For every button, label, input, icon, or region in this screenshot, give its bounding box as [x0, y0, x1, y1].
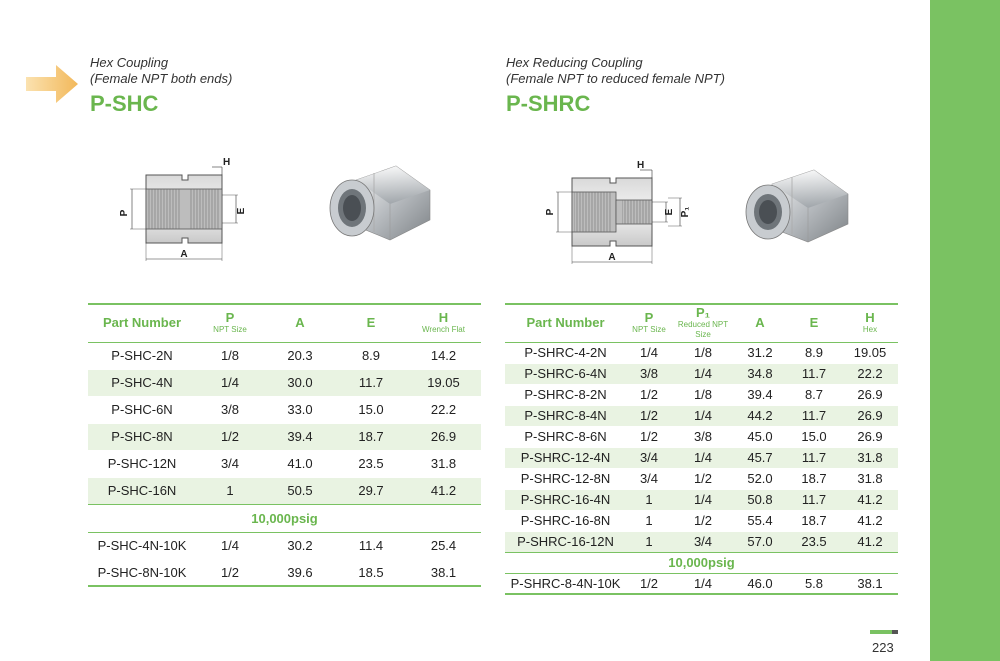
table-row — [505, 531, 898, 552]
table-cell: 26.9 — [857, 387, 883, 402]
right-product-photo — [742, 166, 854, 258]
left-product-code: P-SHC — [90, 91, 159, 116]
pressure-rating-row — [88, 504, 481, 532]
table-cell: P-SHRC-12-8N — [520, 471, 611, 486]
page-number: 223 — [872, 640, 894, 655]
right-subtitle-line2: (Female NPT to reduced female NPT) — [506, 71, 725, 86]
table-cell: 8.9 — [804, 345, 824, 360]
table-cell: 25.4 — [430, 538, 457, 553]
table-cell: 1/2 — [693, 513, 713, 528]
table-cell: 11.7 — [786, 405, 842, 426]
table-cell: 33.0 — [287, 402, 313, 417]
table-cell: 3/8 — [626, 363, 672, 384]
table-cell: P-SHC-4N-10K — [97, 538, 187, 553]
pressure-rating-row — [505, 552, 898, 573]
right-drawing-label-e: E — [664, 208, 675, 216]
table-cell: 23.5 — [358, 456, 384, 471]
table-cell: P-SHRC-16-4N — [505, 489, 626, 510]
table-cell: 1/2 — [220, 564, 240, 580]
table-cell: P-SHC-2N — [111, 348, 173, 363]
table-cell: 41.0 — [287, 456, 313, 471]
table-cell: 41.2 — [406, 477, 481, 504]
table-cell: 3/8 — [220, 402, 240, 417]
table-cell: 11.7 — [786, 447, 842, 468]
table-row — [505, 510, 898, 531]
left-drawing-label-a: A — [180, 249, 188, 260]
table-cell: 38.1 — [430, 564, 457, 580]
table-cell: 30.0 — [264, 369, 336, 396]
table-cell: 3/4 — [626, 447, 672, 468]
table-cell: 1/2 — [196, 423, 264, 450]
table-cell: P-SHC-8N-10K — [97, 564, 187, 580]
table-cell: 29.7 — [336, 477, 406, 504]
table-cell: P-SHC-6N — [111, 402, 173, 417]
table-cell: 1 — [626, 489, 672, 510]
table-cell: 1/4 — [672, 405, 734, 426]
table-cell: P-SHRC-8-4N-10K — [510, 575, 621, 591]
left-subtitle-line2: (Female NPT both ends) — [90, 71, 233, 86]
right-header-p1: P₁ Reduced NPT Size — [677, 305, 729, 340]
right-product-code: P-SHRC — [506, 91, 591, 116]
right-subtitle-line1: Hex Reducing Coupling — [506, 55, 643, 70]
table-cell: 3/4 — [220, 456, 240, 471]
page-number-mark — [870, 630, 898, 634]
green-side-bar — [930, 0, 1000, 661]
table-cell: 1/4 — [693, 575, 713, 591]
right-header-a: A — [755, 315, 765, 331]
table-cell: 41.2 — [842, 531, 898, 552]
table-cell: 1/2 — [639, 387, 659, 402]
pressure-rating-label: 10,000psig — [88, 504, 481, 532]
table-cell: 11.7 — [786, 363, 842, 384]
table-row — [88, 396, 481, 423]
right-header-part-number: Part Number — [526, 315, 605, 331]
table-cell: 57.0 — [734, 531, 786, 552]
table-row — [505, 426, 898, 447]
right-drawing-label-p1: P₁ — [680, 206, 691, 218]
table-row — [88, 423, 481, 450]
table-row — [505, 489, 898, 510]
table-cell: 26.9 — [857, 429, 883, 444]
table-cell: 11.7 — [786, 489, 842, 510]
right-technical-drawing — [540, 156, 700, 268]
right-header-p: P NPT Size — [632, 310, 666, 335]
table-cell: 1 — [626, 531, 672, 552]
left-header-h: H Wrench Flat — [422, 310, 465, 335]
table-cell: 46.0 — [747, 575, 773, 591]
table-cell: 18.7 — [336, 423, 406, 450]
table-cell: 1 — [645, 513, 653, 528]
table-row — [88, 369, 481, 396]
table-cell: 55.4 — [747, 513, 773, 528]
left-drawing-label-h: H — [223, 157, 231, 168]
left-product-photo — [326, 160, 436, 256]
table-cell: 1/4 — [672, 489, 734, 510]
table-cell: P-SHC-16N — [88, 477, 196, 504]
left-technical-drawing — [112, 153, 252, 265]
table-cell: 11.4 — [358, 538, 384, 553]
right-spec-table — [505, 303, 898, 595]
table-row — [88, 450, 481, 477]
table-cell: 39.4 — [747, 387, 773, 402]
table-cell: 23.5 — [786, 531, 842, 552]
table-cell: 41.2 — [857, 513, 883, 528]
table-row — [505, 573, 898, 594]
table-cell: 1/8 — [220, 348, 240, 363]
table-row — [88, 559, 481, 586]
table-cell: 30.2 — [287, 538, 313, 553]
right-drawing-label-a: A — [608, 252, 616, 263]
table-row — [88, 342, 481, 369]
right-header-h: H Hex — [862, 310, 878, 335]
right-header-e: E — [809, 315, 819, 331]
table-cell: 5.8 — [804, 575, 824, 591]
right-drawing-label-h: H — [637, 160, 645, 171]
table-cell: 34.8 — [734, 363, 786, 384]
left-subtitle-line1: Hex Coupling — [90, 55, 169, 70]
table-cell: P-SHRC-8-6N — [524, 429, 607, 444]
table-cell: 50.8 — [734, 489, 786, 510]
table-cell: 1/4 — [220, 538, 240, 553]
table-cell: 3/4 — [672, 531, 734, 552]
table-cell: 1/8 — [693, 387, 713, 402]
table-cell: P-SHC-8N — [88, 423, 196, 450]
table-cell: P-SHRC-8-2N — [524, 387, 607, 402]
table-cell: 39.4 — [264, 423, 336, 450]
table-cell: 45.7 — [734, 447, 786, 468]
table-cell: 41.2 — [842, 489, 898, 510]
table-row — [505, 468, 898, 489]
table-cell: 38.1 — [857, 575, 883, 591]
table-cell: 50.5 — [264, 477, 336, 504]
left-spec-table — [88, 303, 481, 587]
right-subtitle — [506, 55, 725, 87]
table-row — [88, 477, 481, 504]
table-row — [505, 363, 898, 384]
table-cell: 3/4 — [639, 471, 659, 486]
table-cell: 15.0 — [358, 402, 384, 417]
table-cell: 31.8 — [842, 447, 898, 468]
table-cell: 14.2 — [430, 348, 457, 363]
table-cell: 26.9 — [842, 405, 898, 426]
table-cell: P-SHRC-4-2N — [524, 345, 607, 360]
table-cell: 39.6 — [287, 564, 313, 580]
table-cell: 44.2 — [734, 405, 786, 426]
table-cell: 19.05 — [406, 369, 481, 396]
table-cell: 22.2 — [842, 363, 898, 384]
left-subtitle — [90, 55, 232, 87]
table-cell: 11.7 — [336, 369, 406, 396]
arrow-right-icon — [26, 63, 80, 105]
table-cell: P-SHRC-6-4N — [505, 363, 626, 384]
table-cell: 45.0 — [747, 429, 773, 444]
table-cell: 8.9 — [361, 348, 381, 363]
table-cell: 1/4 — [672, 363, 734, 384]
left-header-e: E — [366, 315, 376, 331]
table-cell: 52.0 — [747, 471, 773, 486]
table-cell: 18.7 — [801, 513, 827, 528]
table-cell: 15.0 — [801, 429, 827, 444]
table-cell: 1/2 — [639, 575, 659, 591]
left-header-p: P NPT Size — [213, 310, 247, 335]
left-header-a: A — [295, 315, 305, 331]
table-cell: 1/8 — [693, 345, 713, 360]
table-row — [505, 342, 898, 363]
table-cell: 19.05 — [853, 345, 887, 360]
table-cell: P-SHRC-16-12N — [505, 531, 626, 552]
left-drawing-label-p: P — [119, 209, 130, 217]
table-cell: 26.9 — [406, 423, 481, 450]
table-cell: P-SHRC-16-8N — [520, 513, 611, 528]
table-row — [88, 532, 481, 559]
table-cell: 31.8 — [857, 471, 883, 486]
table-cell: 1/4 — [672, 447, 734, 468]
table-row — [505, 405, 898, 426]
right-table-header-row — [505, 304, 898, 342]
table-cell: 1/4 — [639, 345, 659, 360]
table-cell: P-SHC-12N — [107, 456, 177, 471]
right-drawing-label-p: P — [545, 208, 556, 216]
left-header-part-number: Part Number — [102, 315, 182, 331]
table-cell: 1/2 — [693, 471, 713, 486]
table-cell: 1/4 — [196, 369, 264, 396]
table-cell: 1/2 — [626, 405, 672, 426]
table-cell: 18.5 — [358, 564, 384, 580]
pressure-rating-label: 10,000psig — [505, 552, 898, 573]
table-cell: P-SHC-4N — [88, 369, 196, 396]
table-cell: 20.3 — [287, 348, 313, 363]
table-cell: 22.2 — [430, 402, 457, 417]
table-row — [505, 384, 898, 405]
table-cell: P-SHRC-8-4N — [505, 405, 626, 426]
left-table-header-row — [88, 304, 481, 342]
table-cell: 3/8 — [693, 429, 713, 444]
left-drawing-label-e: E — [236, 207, 247, 215]
table-row — [505, 447, 898, 468]
table-cell: 31.8 — [430, 456, 457, 471]
table-cell: 18.7 — [801, 471, 827, 486]
table-cell: P-SHRC-12-4N — [505, 447, 626, 468]
table-cell: 1 — [196, 477, 264, 504]
table-cell: 31.2 — [747, 345, 773, 360]
table-cell: 8.7 — [804, 387, 824, 402]
table-cell: 1/2 — [639, 429, 659, 444]
